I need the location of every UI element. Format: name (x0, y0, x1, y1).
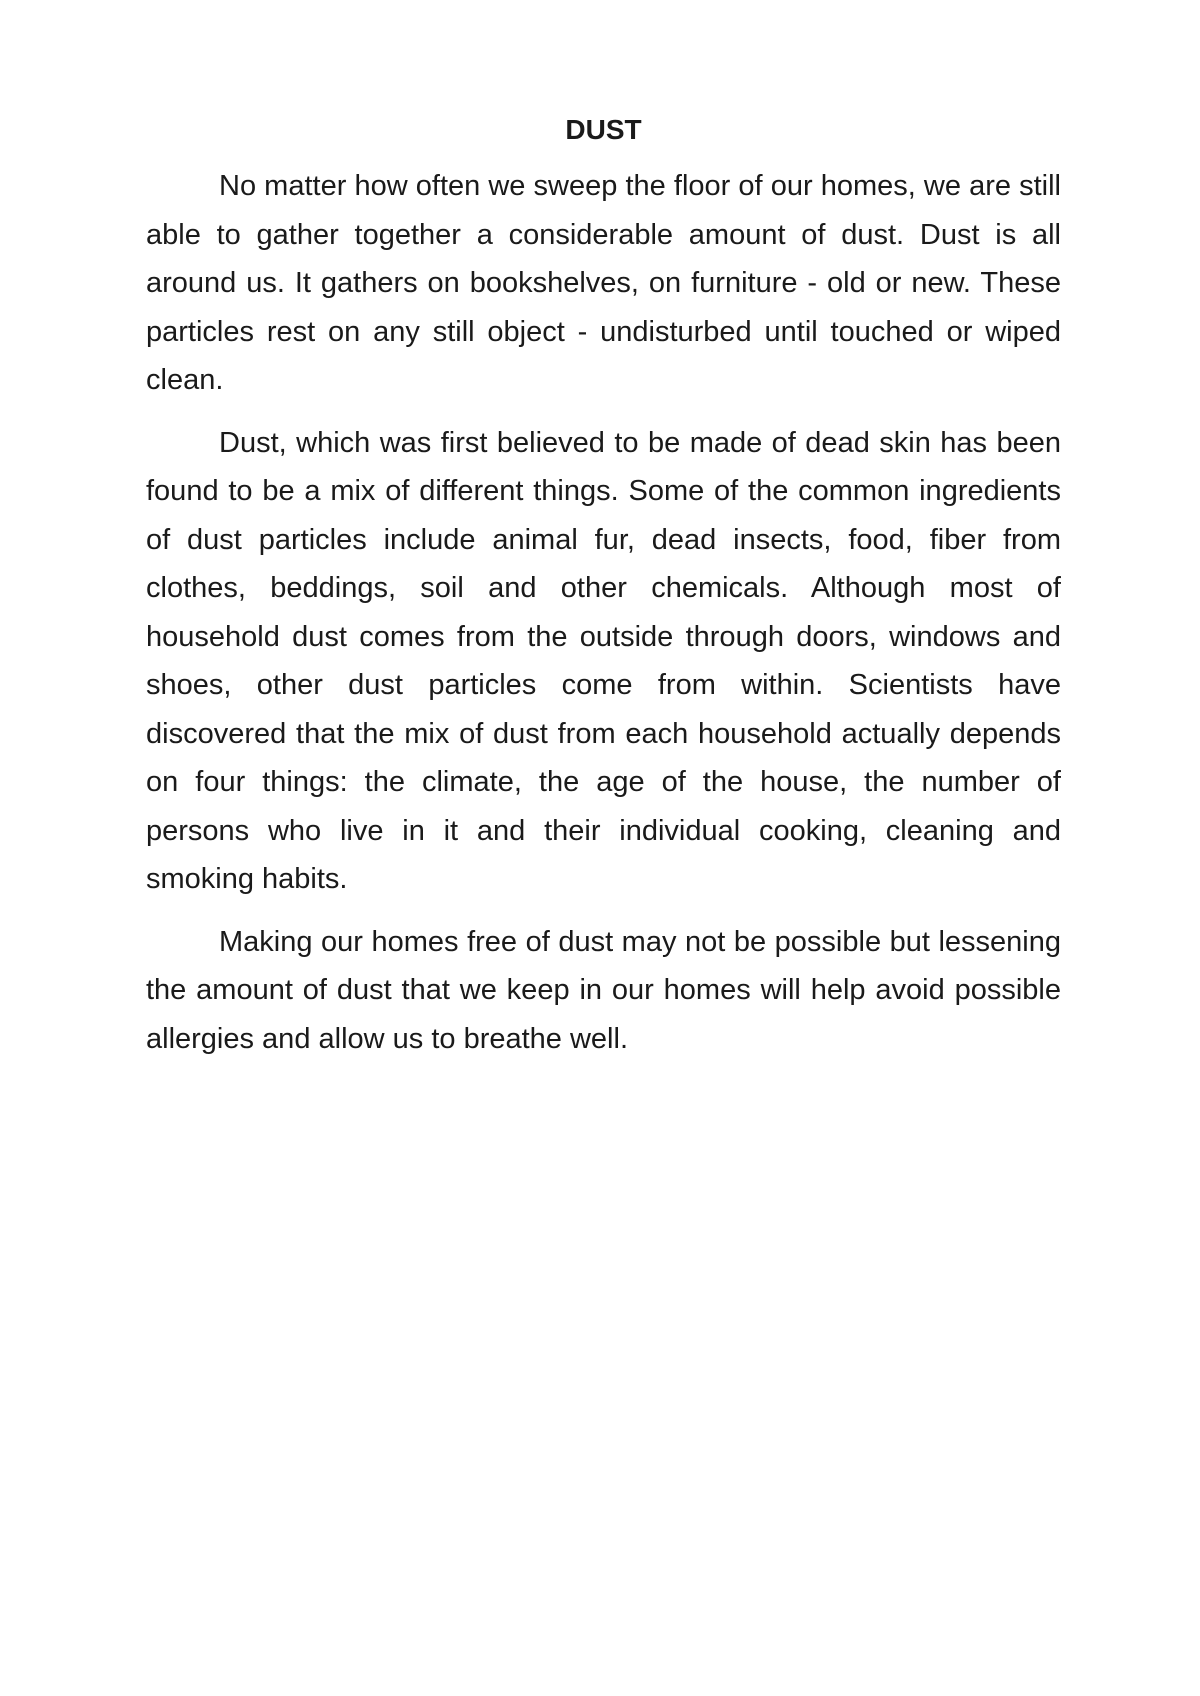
paragraph-3: Making our homes free of dust may not be possible but lessening the amount of dust that we keep in our homes will help avoid possible allergies and allow us to breathe well. (146, 925, 1061, 1055)
document-body (146, 112, 1061, 1077)
document-title: DUST (565, 114, 642, 145)
paragraph-2: Dust, which was first believed to be made of dead skin has been found to be a mix of different things. Some of the common ingredients of dust particles include animal fur, dead insects, food, fiber from clothes, beddings, soil and other chemicals. Although most of household dust comes from the outside through doors, windows and shoes, other dust particles come from within. Scientists have discovered that the mix of dust from each household actually depends on four things: the climate, the age of the house, the number of persons who live in it and their individual cooking, cleaning and smoking habits. (146, 426, 1061, 895)
paragraph-1: No matter how often we sweep the floor of our homes, we are still able to gather together a considerable amount of dust. Dust is all around us. It gathers on bookshelves, on furniture - old or new. These particles rest on any still object - undisturbed until touched or wiped clean. (146, 170, 1061, 396)
